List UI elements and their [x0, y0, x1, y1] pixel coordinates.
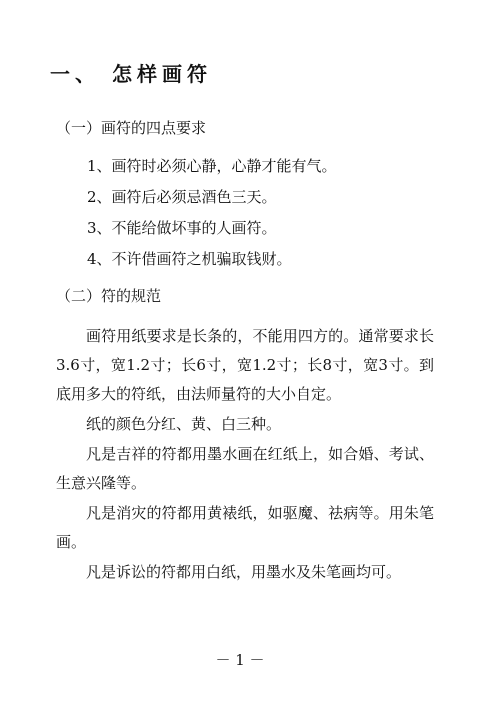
paragraph: 画符用纸要求是长条的，不能用四方的。通常要求长3.6寸，宽1.2寸；长6寸，宽1.2寸；长8寸，宽3寸。到底用多大的符纸，由法师量符的大小自定。: [56, 327, 434, 403]
specifications-body: [56, 322, 434, 587]
list-item: 3、不能给做坏事的人画符。: [87, 219, 277, 237]
section-heading-requirements: （一）画符的四点要求: [56, 119, 207, 137]
list-item: 4、不许借画符之机骗取钱财。: [87, 250, 292, 268]
paragraph: 凡是消灾的符都用黄裱纸，如驱魔、祛病等。用朱笔画。: [56, 504, 434, 551]
section-heading-specifications: （二）符的规范: [56, 287, 162, 305]
page-number: － 1 －: [215, 651, 265, 669]
list-item: 2、画符后必须忌酒色三天。: [87, 188, 277, 206]
list-item: 1、画符时必须心静，心静才能有气。: [87, 157, 337, 175]
chapter-title: 一、 怎样画符: [50, 62, 212, 86]
paragraph: 凡是吉祥的符都用墨水画在红纸上，如合婚、考试、生意兴隆等。: [56, 445, 434, 492]
paragraph: 纸的颜色分红、黄、白三种。: [86, 415, 282, 433]
requirements-list: [87, 151, 337, 275]
paragraph: 凡是诉讼的符都用白纸，用墨水及朱笔画均可。: [86, 563, 402, 581]
